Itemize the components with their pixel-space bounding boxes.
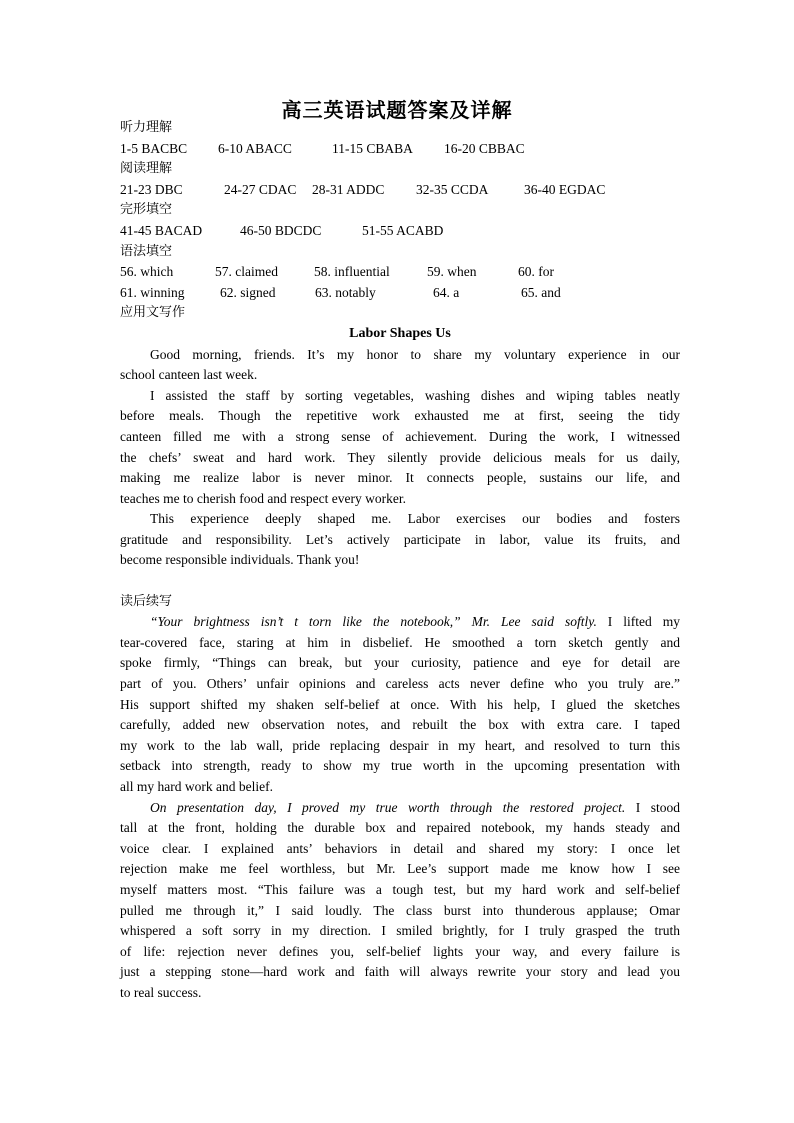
answer-item: 60. for <box>518 264 554 280</box>
story-line: carefully, added new observation notes, and rebuilt the box with extra care. I taped <box>120 717 680 733</box>
story-line: part of you. Others’ unfair opinions and careless acts never define who you truly are.” <box>120 676 680 692</box>
story-text: I lifted my <box>596 614 680 630</box>
section-heading-listening: 听力理解 <box>120 120 173 135</box>
story-line: His support shifted my shaken self-belief at once. With his help, I glued the sketches <box>120 696 680 712</box>
essay-line: making me realize labor is never minor. It connects people, sustains our life, and <box>120 470 680 486</box>
answer-item: 28-31 ADDC <box>312 181 385 197</box>
answer-item: 64. a <box>433 284 460 300</box>
answer-item: 65. and <box>521 284 561 300</box>
essay-line: gratitude and responsibility. Let’s actively participate in labor, value its fruits, and <box>120 531 680 547</box>
answer-row-reading <box>120 180 680 201</box>
story-line: rejection make me feel worthless, but Mr. Lee’s support made me know how I see <box>120 861 680 877</box>
answer-item: 24-27 CDAC <box>224 181 297 197</box>
answer-item: 51-55 ACABD <box>362 222 444 238</box>
story-lead-sentence: “Your brightness isn’t t torn like the notebook,” Mr. Lee said softly. <box>150 614 597 630</box>
answer-body <box>120 118 680 1004</box>
essay-line: canteen filled me with a strong sense of achievement. During the work, I witnessed <box>120 428 680 444</box>
answer-item: 63. notably <box>315 284 376 300</box>
essay-line: This experience deeply shaped me. Labor exercises our bodies and fosters <box>150 511 680 527</box>
essay-title: Labor Shapes Us <box>349 325 451 341</box>
answer-item: 46-50 BDCDC <box>240 222 322 238</box>
essay-line: become responsible individuals. Thank you! <box>120 552 360 568</box>
section-heading-writing: 应用文写作 <box>120 305 186 321</box>
story-line: setback into strength, ready to show my true worth in the upcoming presentation with <box>120 758 680 774</box>
story-line-first <box>120 798 680 819</box>
story-line: myself matters most. “This failure was a tough test, but my hard work and self-belief <box>120 881 680 897</box>
essay-line: Good morning, friends. It’s my honor to share my voluntary experience in our <box>150 346 680 362</box>
essay-line: teaches me to cherish food and respect every worker. <box>120 490 407 506</box>
story-text: I stood <box>625 799 680 815</box>
story-line: tear-covered face, staring at him in disbelief. He smoothed a torn sketch gently and <box>120 634 680 650</box>
section-heading-cloze: 完形填空 <box>120 202 173 218</box>
page-title: 高三英语试题答案及详解 <box>281 98 513 122</box>
section-heading-reading: 阅读理解 <box>120 161 173 177</box>
answer-item: 41-45 BACAD <box>120 222 203 238</box>
answer-item: 58. influential <box>314 264 390 280</box>
answer-item: 1-5 BACBC <box>120 140 188 156</box>
answer-item: 61. winning <box>120 284 185 300</box>
answer-item: 11-15 CBABA <box>332 140 413 156</box>
answer-item: 32-35 CCDA <box>416 181 489 197</box>
answer-row-grammar-2 <box>120 283 680 304</box>
section-heading-continuation: 读后续写 <box>120 593 173 609</box>
answer-item: 16-20 CBBAC <box>444 140 525 156</box>
story-line: to real success. <box>120 984 202 1000</box>
answer-item: 62. signed <box>220 284 276 300</box>
story-line-first <box>120 612 680 633</box>
section-heading-grammar: 语法填空 <box>120 243 173 259</box>
story-line: of life: rejection never defines you, self-belief lights your way, and every failure is <box>120 943 680 959</box>
essay-line: before meals. Though the repetitive work exhausted me at first, seeing the tidy <box>120 408 680 424</box>
answer-item: 57. claimed <box>215 264 278 280</box>
answer-row-grammar-1 <box>120 262 680 283</box>
essay-line: the chefs’ sweat and hard work. They silently provide delicious meals for us daily, <box>120 449 680 465</box>
essay-line: I assisted the staff by sorting vegetables, washing dishes and wiping tables neatly <box>150 387 680 403</box>
story-line: my work to the lab wall, pride replacing despair in my heart, and resolved to turn this <box>120 737 680 753</box>
spacer <box>120 571 680 592</box>
answer-row-cloze <box>120 221 680 242</box>
story-line: voice clear. I explained ants’ behaviors in detail and shared my story: I once let <box>120 840 680 856</box>
story-line: whispered a soft sorry in my direction. I smiled brightly, for I truly grasped the truth <box>120 923 680 939</box>
story-line: spoke firmly, “Things can break, but your curiosity, patience and eye for detail are <box>120 655 680 671</box>
story-line: all my hard work and belief. <box>120 779 273 794</box>
story-line: just a stepping stone—hard work and faith will always rewrite your story and lead you <box>120 964 680 980</box>
story-line: pulled me through it,” I said loudly. The class burst into thunderous applause; Omar <box>120 902 680 918</box>
answer-item: 59. when <box>427 264 477 280</box>
answer-item: 6-10 ABACC <box>218 140 292 156</box>
answer-item: 21-23 DBC <box>120 181 183 197</box>
answer-item: 56. which <box>120 264 174 280</box>
story-line: tall at the front, holding the durable box and repaired notebook, my hands steady and <box>120 820 680 836</box>
story-lead-sentence: On presentation day, I proved my true worth through the restored project. <box>150 799 626 815</box>
answer-item: 36-40 EGDAC <box>524 181 606 197</box>
essay-line: school canteen last week. <box>120 367 258 383</box>
answer-row-listening <box>120 139 680 160</box>
